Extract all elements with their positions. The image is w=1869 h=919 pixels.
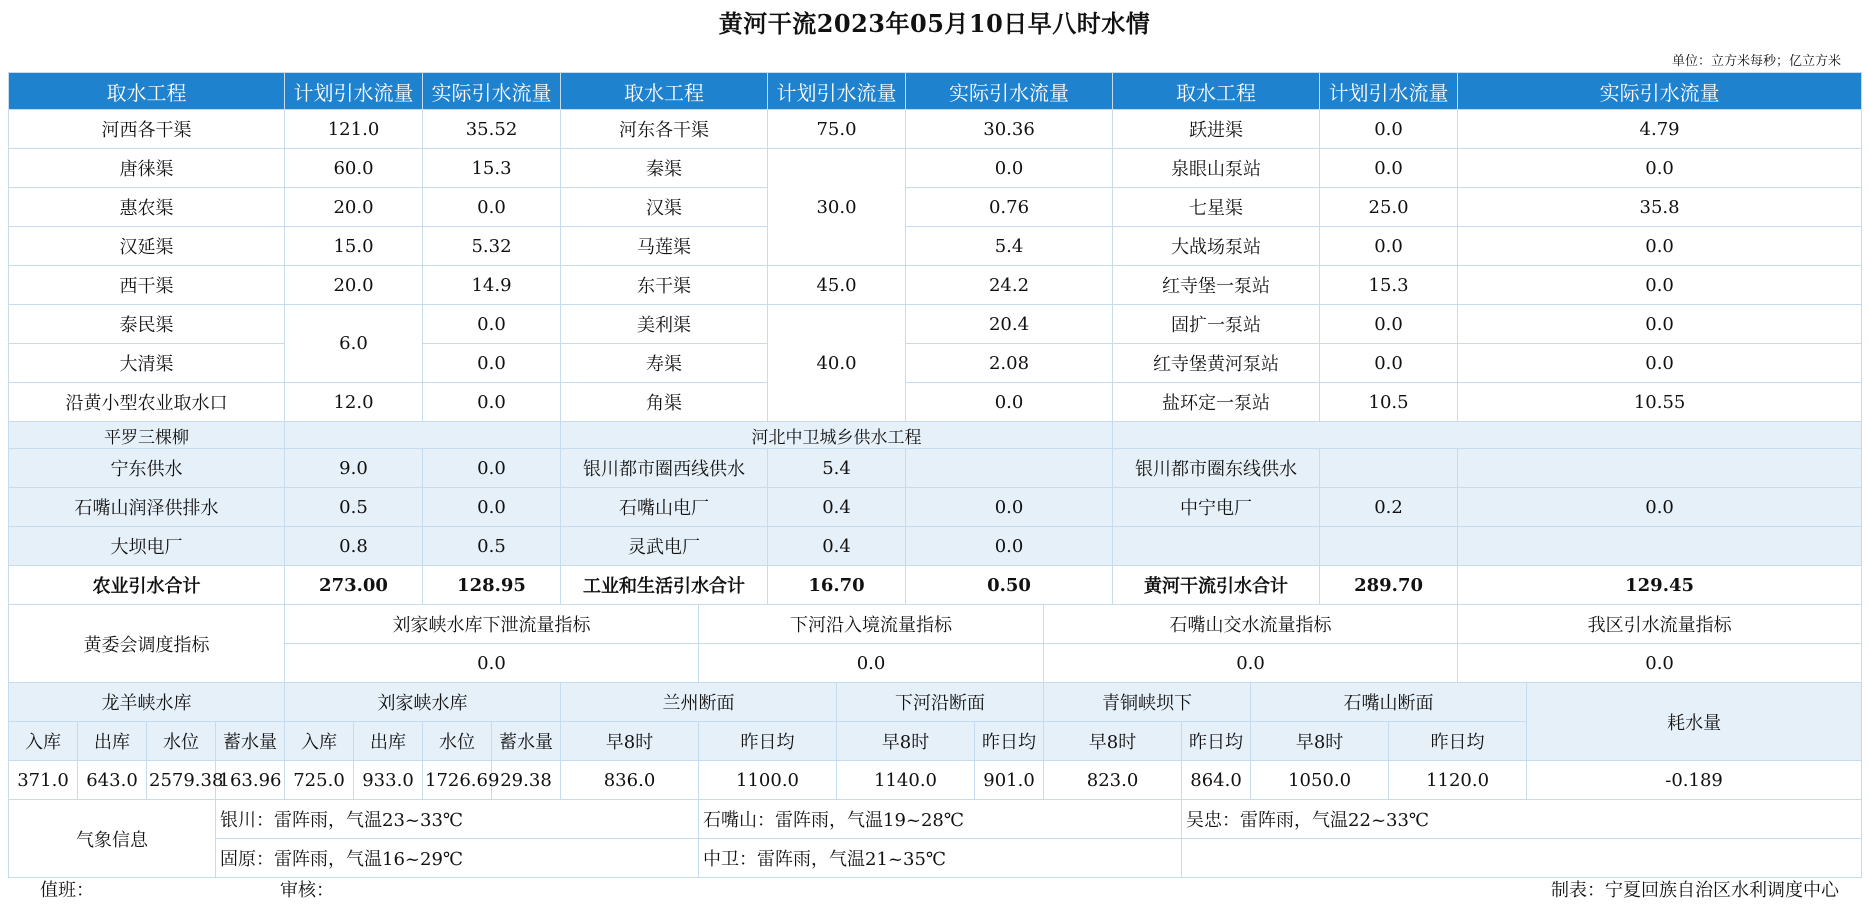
actual-value: 0.0 — [1458, 488, 1862, 527]
station-value: 901.0 — [975, 761, 1044, 800]
dispatch-shizuishan-value: 0.0 — [1044, 644, 1458, 683]
header-project-1: 取水工程 — [9, 73, 285, 110]
canal-name: 固扩一泵站 — [1113, 305, 1320, 344]
canal-name: 寿渠 — [561, 344, 768, 383]
weather-wuzhong: 吴忠：雷阵雨，气温22~33℃ — [1182, 800, 1862, 839]
station-value: 1100.0 — [699, 761, 837, 800]
lanzhou-label: 兰州断面 — [561, 683, 837, 722]
canal-name: 马莲渠 — [561, 227, 768, 266]
shizuishan-label: 石嘴山断面 — [1251, 683, 1527, 722]
qingtongxia-label: 青铜峡坝下 — [1044, 683, 1251, 722]
station-value: 823.0 — [1044, 761, 1182, 800]
weather-row — [9, 839, 1862, 878]
industry-label-row — [9, 422, 1862, 449]
header-plan-2: 计划引水流量 — [768, 73, 906, 110]
subheader-outflow: 出库 — [354, 722, 423, 761]
header-plan-1: 计划引水流量 — [285, 73, 423, 110]
header-project-3: 取水工程 — [1113, 73, 1320, 110]
canal-name: 泉眼山泵站 — [1113, 149, 1320, 188]
actual-value: 0.0 — [1458, 305, 1862, 344]
canal-name: 泰民渠 — [9, 305, 285, 344]
canal-name: 惠农渠 — [9, 188, 285, 227]
station-value: 371.0 — [9, 761, 78, 800]
plan-value: 0.0 — [1320, 149, 1458, 188]
actual-value: 0.0 — [423, 305, 561, 344]
pingluo-label: 平罗三棵柳 — [9, 422, 285, 449]
subheader-am8: 早8时 — [561, 722, 699, 761]
weather-label: 气象信息 — [9, 800, 216, 878]
actual-value: 0.5 — [423, 527, 561, 566]
plan-value: 5.4 — [768, 449, 906, 488]
actual-value: 0.0 — [423, 344, 561, 383]
water-report-table — [8, 72, 1862, 878]
subheader-inflow: 入库 — [285, 722, 354, 761]
plan-value: 60.0 — [285, 149, 423, 188]
table-row — [9, 110, 1862, 149]
station-value: 933.0 — [354, 761, 423, 800]
dispatch-xiaheyan-value: 0.0 — [699, 644, 1044, 683]
actual-value: 0.0 — [1458, 266, 1862, 305]
station-value-row — [9, 761, 1862, 800]
plan-value: 20.0 — [285, 188, 423, 227]
maker-label: 制表：宁夏回族自治区水利调度中心 — [1551, 880, 1839, 901]
station-value: 163.96 — [216, 761, 285, 800]
actual-value: 0.0 — [906, 149, 1113, 188]
plan-value: 121.0 — [285, 110, 423, 149]
project-name: 银川都市圈西线供水 — [561, 449, 768, 488]
actual-value: 24.2 — [906, 266, 1113, 305]
actual-value: 0.0 — [1458, 149, 1862, 188]
plan-value: 0.4 — [768, 527, 906, 566]
canal-name: 七星渠 — [1113, 188, 1320, 227]
hebei-label: 河北中卫城乡供水工程 — [561, 422, 1113, 449]
canal-name: 河东各干渠 — [561, 110, 768, 149]
plan-value: 0.5 — [285, 488, 423, 527]
dispatch-liujiaxia-value: 0.0 — [285, 644, 699, 683]
agri-total-plan: 273.00 — [285, 566, 423, 605]
actual-value: 0.76 — [906, 188, 1113, 227]
station-value: 643.0 — [78, 761, 147, 800]
plan-value: 75.0 — [768, 110, 906, 149]
agri-total-actual: 128.95 — [423, 566, 561, 605]
table-row — [9, 266, 1862, 305]
station-value: 864.0 — [1182, 761, 1251, 800]
canal-name: 东干渠 — [561, 266, 768, 305]
dispatch-header-row — [9, 605, 1862, 644]
table-row — [9, 383, 1862, 422]
agri-total-label: 农业引水合计 — [9, 566, 285, 605]
actual-value: 15.3 — [423, 149, 561, 188]
header-actual-1: 实际引水流量 — [423, 73, 561, 110]
header-plan-3: 计划引水流量 — [1320, 73, 1458, 110]
dispatch-xiaheyan-label: 下河沿入境流量指标 — [699, 605, 1044, 644]
plan-value: 15.0 — [285, 227, 423, 266]
project-name: 宁东供水 — [9, 449, 285, 488]
consumption-value: -0.189 — [1527, 761, 1862, 800]
actual-value: 0.0 — [423, 449, 561, 488]
longyangxia-label: 龙羊峡水库 — [9, 683, 285, 722]
ind-total-label: 工业和生活引水合计 — [561, 566, 768, 605]
plan-value: 12.0 — [285, 383, 423, 422]
canal-name: 盐环定一泵站 — [1113, 383, 1320, 422]
totals-row — [9, 566, 1862, 605]
actual-value: 35.8 — [1458, 188, 1862, 227]
station-header-row — [9, 683, 1862, 722]
actual-value: 35.52 — [423, 110, 561, 149]
subheader-yavg: 昨日均 — [699, 722, 837, 761]
subheader-yavg: 昨日均 — [975, 722, 1044, 761]
canal-name: 大清渠 — [9, 344, 285, 383]
header-project-2: 取水工程 — [561, 73, 768, 110]
plan-value: 0.0 — [1320, 110, 1458, 149]
canal-name: 美利渠 — [561, 305, 768, 344]
actual-value: 20.4 — [906, 305, 1113, 344]
dispatch-region-label: 我区引水流量指标 — [1458, 605, 1862, 644]
station-value: 725.0 — [285, 761, 354, 800]
project-name: 石嘴山电厂 — [561, 488, 768, 527]
subheader-storage: 蓄水量 — [216, 722, 285, 761]
station-value: 1050.0 — [1251, 761, 1389, 800]
plan-value: 25.0 — [1320, 188, 1458, 227]
actual-value: 2.08 — [906, 344, 1113, 383]
station-value: 1726.69 — [423, 761, 492, 800]
plan-value: 10.5 — [1320, 383, 1458, 422]
dispatch-region-value: 0.0 — [1458, 644, 1862, 683]
canal-name: 红寺堡一泵站 — [1113, 266, 1320, 305]
canal-name: 角渠 — [561, 383, 768, 422]
actual-value: 0.0 — [423, 488, 561, 527]
table-row — [9, 527, 1862, 566]
subheader-outflow: 出库 — [78, 722, 147, 761]
subheader-level: 水位 — [423, 722, 492, 761]
plan-value: 0.0 — [1320, 344, 1458, 383]
weather-yinchuan: 银川：雷阵雨，气温23~33℃ — [216, 800, 699, 839]
ind-total-plan: 16.70 — [768, 566, 906, 605]
ind-total-actual: 0.50 — [906, 566, 1113, 605]
header-actual-2: 实际引水流量 — [906, 73, 1113, 110]
actual-value: 0.0 — [1458, 344, 1862, 383]
yellow-river-total-label: 黄河干流引水合计 — [1113, 566, 1320, 605]
canal-name: 红寺堡黄河泵站 — [1113, 344, 1320, 383]
table-row — [9, 188, 1862, 227]
plan-value: 15.3 — [1320, 266, 1458, 305]
subheader-am8: 早8时 — [837, 722, 975, 761]
plan-value: 0.0 — [1320, 305, 1458, 344]
table-row — [9, 449, 1862, 488]
plan-value: 20.0 — [285, 266, 423, 305]
plan-value: 0.2 — [1320, 488, 1458, 527]
subheader-yavg: 昨日均 — [1389, 722, 1527, 761]
header-actual-3: 实际引水流量 — [1458, 73, 1862, 110]
liujiaxia-label: 刘家峡水库 — [285, 683, 561, 722]
project-name — [1113, 527, 1320, 566]
station-value: 836.0 — [561, 761, 699, 800]
project-name: 银川都市圈东线供水 — [1113, 449, 1320, 488]
actual-value: 0.0 — [906, 488, 1113, 527]
canal-name: 汉渠 — [561, 188, 768, 227]
actual-value: 5.32 — [423, 227, 561, 266]
station-value: 2579.38 — [147, 761, 216, 800]
actual-value: 0.0 — [1458, 227, 1862, 266]
canal-name: 跃进渠 — [1113, 110, 1320, 149]
page-title: 黄河干流2023年05月10日早八时水情 — [718, 9, 1151, 38]
plan-value: 0.0 — [1320, 227, 1458, 266]
station-value: 1140.0 — [837, 761, 975, 800]
actual-value: 10.55 — [1458, 383, 1862, 422]
plan-value: 0.8 — [285, 527, 423, 566]
dispatch-shizuishan-label: 石嘴山交水流量指标 — [1044, 605, 1458, 644]
plan-value: 6.0 — [285, 305, 423, 383]
dispatch-value-row — [9, 644, 1862, 683]
yellow-river-total-actual: 129.45 — [1458, 566, 1862, 605]
weather-guyuan: 固原：雷阵雨，气温16~29℃ — [216, 839, 699, 878]
canal-name: 大战场泵站 — [1113, 227, 1320, 266]
actual-value: 5.4 — [906, 227, 1113, 266]
subheader-yavg: 昨日均 — [1182, 722, 1251, 761]
table-row — [9, 305, 1862, 344]
subheader-inflow: 入库 — [9, 722, 78, 761]
canal-name: 西干渠 — [9, 266, 285, 305]
subheader-am8: 早8时 — [1251, 722, 1389, 761]
weather-row — [9, 800, 1862, 839]
project-name: 中宁电厂 — [1113, 488, 1320, 527]
weather-zhongwei: 中卫：雷阵雨，气温21~35℃ — [699, 839, 1182, 878]
duty-label: 值班： — [40, 880, 94, 901]
actual-value: 4.79 — [1458, 110, 1862, 149]
unit-note: 单位：立方米每秒；亿立方米 — [1671, 54, 1841, 69]
project-name: 石嘴山润泽供排水 — [9, 488, 285, 527]
project-name: 大坝电厂 — [9, 527, 285, 566]
review-label: 审核： — [280, 880, 334, 901]
canal-name: 唐徕渠 — [9, 149, 285, 188]
plan-value: 30.0 — [768, 149, 906, 266]
xiaheyan-label: 下河沿断面 — [837, 683, 1044, 722]
station-value: 1120.0 — [1389, 761, 1527, 800]
dispatch-liujiaxia-label: 刘家峡水库下泄流量指标 — [285, 605, 699, 644]
weather-shizuishan: 石嘴山：雷阵雨，气温19~28℃ — [699, 800, 1182, 839]
plan-value — [1320, 449, 1458, 488]
table-row — [9, 149, 1862, 188]
table-row — [9, 227, 1862, 266]
plan-value: 40.0 — [768, 305, 906, 422]
plan-value: 45.0 — [768, 266, 906, 305]
actual-value: 14.9 — [423, 266, 561, 305]
canal-name: 河西各干渠 — [9, 110, 285, 149]
yellow-river-total-plan: 289.70 — [1320, 566, 1458, 605]
actual-value: 30.36 — [906, 110, 1113, 149]
actual-value: 0.0 — [906, 383, 1113, 422]
empty-cell — [1182, 839, 1862, 878]
actual-value — [906, 449, 1113, 488]
dispatch-label: 黄委会调度指标 — [9, 605, 285, 683]
table-row — [9, 488, 1862, 527]
consumption-label: 耗水量 — [1527, 683, 1862, 761]
plan-value: 0.4 — [768, 488, 906, 527]
header-row — [9, 73, 1862, 110]
plan-value: 9.0 — [285, 449, 423, 488]
subheader-level: 水位 — [147, 722, 216, 761]
canal-name: 汉延渠 — [9, 227, 285, 266]
actual-value — [1458, 527, 1862, 566]
canal-name: 秦渠 — [561, 149, 768, 188]
subheader-am8: 早8时 — [1044, 722, 1182, 761]
subheader-storage: 蓄水量 — [492, 722, 561, 761]
station-value: 29.38 — [492, 761, 561, 800]
empty-cell — [1113, 422, 1862, 449]
actual-value: 0.0 — [423, 383, 561, 422]
actual-value: 0.0 — [906, 527, 1113, 566]
canal-name: 沿黄小型农业取水口 — [9, 383, 285, 422]
project-name: 灵武电厂 — [561, 527, 768, 566]
actual-value — [1458, 449, 1862, 488]
empty-cell — [285, 422, 561, 449]
plan-value — [1320, 527, 1458, 566]
actual-value: 0.0 — [423, 188, 561, 227]
